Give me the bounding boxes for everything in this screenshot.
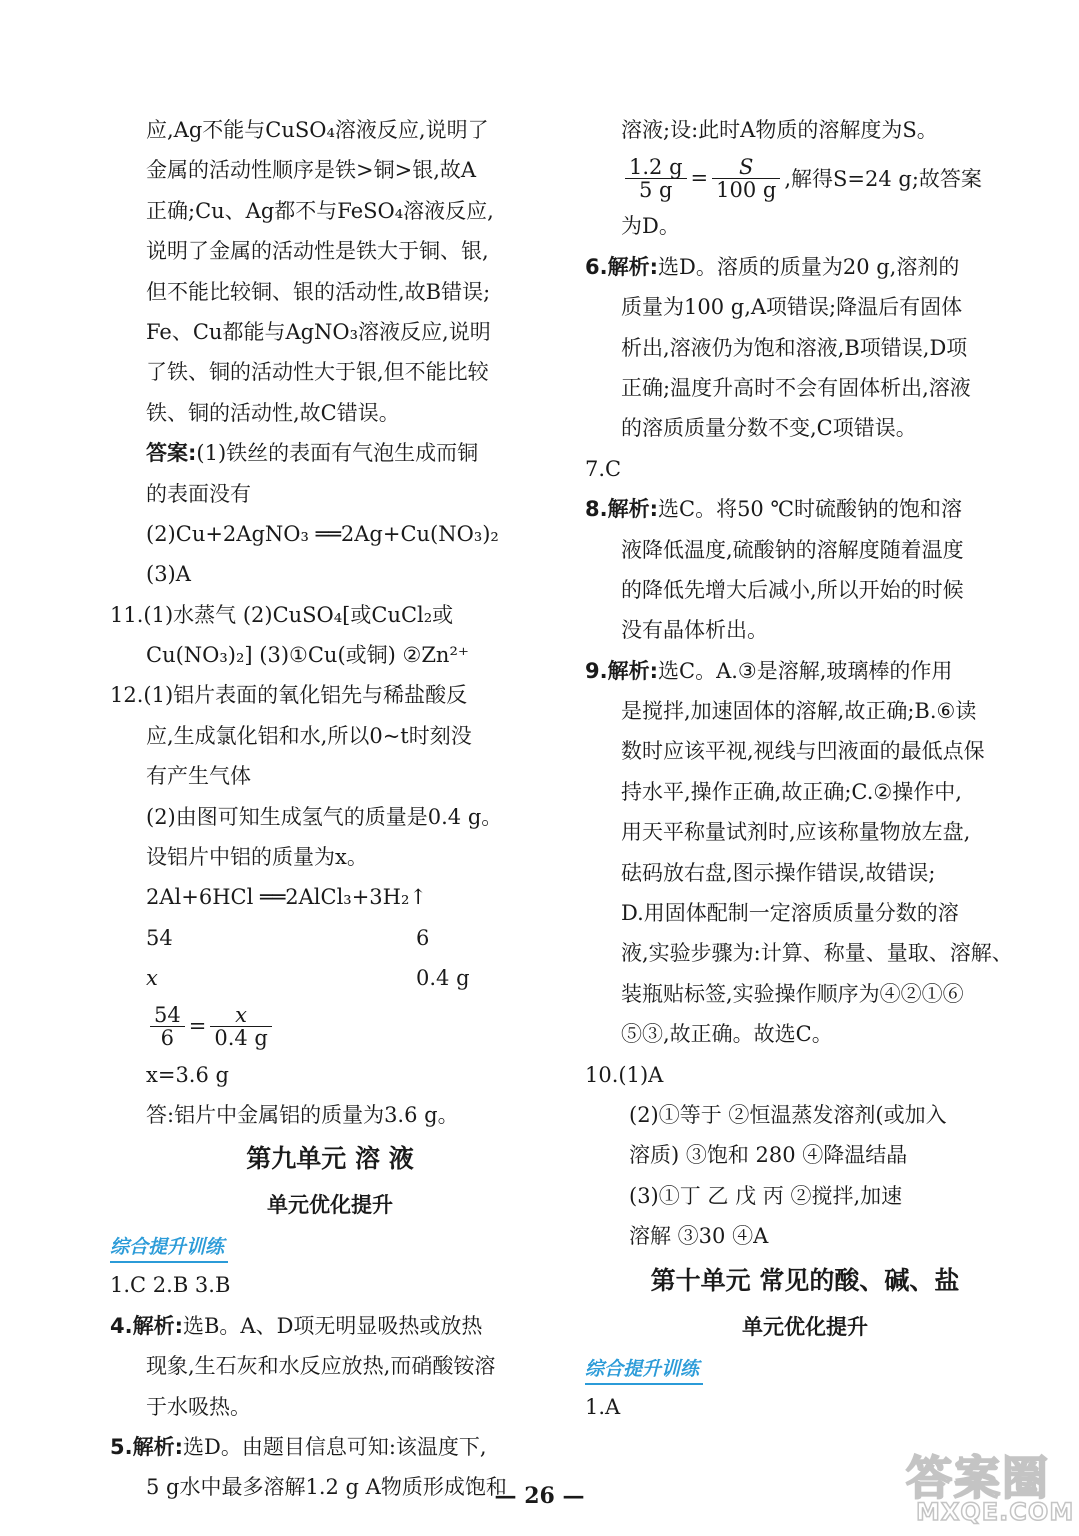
fraction bbox=[210, 1004, 272, 1049]
question-12: 12.(1)铝片表面的氧化铝先与稀盐酸反 bbox=[110, 683, 468, 708]
unit-subtitle: 单元优化提升 bbox=[742, 1314, 868, 1339]
unit-title: 第九单元 溶 液 bbox=[246, 1144, 414, 1174]
text-line: ⑤③,故正确。故选C。 bbox=[621, 1022, 833, 1047]
fraction-numerator: x bbox=[210, 1004, 272, 1027]
section-label bbox=[110, 1227, 550, 1265]
fraction-numerator: 1.2 g bbox=[625, 156, 687, 179]
text-line: Cu(NO₃)₂] (3)①Cu(或铜) ②Zn²⁺ bbox=[146, 643, 469, 668]
analysis-label: 9.解析: bbox=[585, 658, 658, 683]
ratio-row bbox=[110, 958, 550, 998]
analysis-text: 选C。将50 ℃时硫酸钠的饱和溶 bbox=[658, 497, 962, 522]
text-line: 正确;Cu、Ag都不与FeSO₄溶液反应, bbox=[146, 198, 494, 223]
text-line: 是搅拌,加速固体的溶解,故正确;B.⑥读 bbox=[621, 699, 977, 724]
text-line: 没有晶体析出。 bbox=[621, 618, 768, 643]
analysis-label: 8.解析: bbox=[585, 497, 658, 522]
text-line: 5 g水中最多溶解1.2 g A物质形成饱和 bbox=[146, 1475, 507, 1500]
analysis-label: 6.解析: bbox=[585, 254, 658, 279]
question-1: 1.A bbox=[585, 1394, 621, 1419]
analysis-text: 选D。由题目信息可知:该温度下, bbox=[183, 1434, 487, 1459]
text-line: (2)①等于 ②恒温蒸发溶剂(或加入 bbox=[629, 1102, 947, 1127]
fraction bbox=[712, 156, 780, 201]
right-column bbox=[585, 110, 1025, 1427]
analysis-label: 5.解析: bbox=[110, 1434, 183, 1459]
question-7: 7.C bbox=[585, 456, 622, 481]
text-line: D.用固体配制一定溶质质量分数的溶 bbox=[621, 901, 959, 926]
analysis-text: 选B。A、D项无明显吸热或放热 bbox=[183, 1313, 483, 1338]
text-line: 金属的活动性顺序是铁>铜>银,故A bbox=[146, 158, 477, 183]
watermark-logo bbox=[900, 1442, 1075, 1532]
question-11: 11.(1)水蒸气 (2)CuSO₄[或CuCl₂或 bbox=[110, 602, 454, 627]
text-line: Fe、Cu都能与AgNO₃溶液反应,说明 bbox=[146, 319, 491, 344]
fraction-numerator: 54 bbox=[150, 1004, 185, 1027]
question-8 bbox=[585, 489, 1025, 529]
equation-line: (2)Cu+2AgNO₃ ══2Ag+Cu(NO₃)₂ bbox=[146, 521, 499, 546]
text-line: 砝码放右盘,图示操作错误,故错误; bbox=[621, 860, 936, 885]
text-line: 现象,生石灰和水反应放热,而硝酸铵溶 bbox=[146, 1354, 496, 1379]
text-line: (3)A bbox=[146, 562, 191, 587]
question-10: 10.(1)A bbox=[585, 1062, 664, 1087]
fraction-denominator: 0.4 g bbox=[214, 1026, 268, 1051]
text-line: 质量为100 g,A项错误;降温后有固体 bbox=[621, 295, 963, 320]
page-number: — 26 — bbox=[494, 1483, 585, 1509]
answer-line bbox=[110, 433, 550, 473]
text-line: 析出,溶液仍为饱和溶液,B项错误,D项 bbox=[621, 335, 968, 360]
text-line: 正确;温度升高时不会有固体析出,溶液 bbox=[621, 375, 971, 400]
text-line: 液降低温度,硫酸钠的溶解度随着温度 bbox=[621, 537, 964, 562]
fraction-denominator: 5 g bbox=[639, 177, 673, 202]
section-label-text: 综合提升训练 bbox=[585, 1355, 703, 1385]
text-line: 装瓶贴标签,实验操作顺序为④②①⑥ bbox=[621, 981, 964, 1006]
text-line: 答:铝片中金属铝的质量为3.6 g。 bbox=[146, 1102, 459, 1127]
text-line: 溶质) ③饱和 280 ④降温结晶 bbox=[629, 1143, 908, 1168]
answer-text: (1)铁丝的表面有气泡生成而铜 bbox=[196, 441, 479, 466]
question-6 bbox=[585, 247, 1025, 287]
equation-line: 2Al+6HCl ══2AlCl₃+3H₂↑ bbox=[146, 885, 427, 910]
fraction bbox=[150, 1004, 185, 1049]
fraction-line: $\frac{1.2 g}{5 g}$ = $\frac{S}{100 g}$ ,解得S=24 g;故答案 bbox=[585, 150, 1025, 206]
text-line: x=3.6 g bbox=[146, 1062, 229, 1087]
answers-1-3: 1.C 2.B 3.B bbox=[110, 1273, 231, 1298]
question-4 bbox=[110, 1306, 550, 1346]
text-line: 铁、铜的活动性,故C错误。 bbox=[146, 400, 400, 425]
text-line: 溶解 ③30 ④A bbox=[629, 1224, 769, 1249]
unit-subtitle: 单元优化提升 bbox=[267, 1193, 393, 1218]
text-line: 说明了金属的活动性是铁大于铜、银, bbox=[146, 239, 489, 264]
text-line: 为D。 bbox=[621, 214, 680, 239]
text-line: 设铝片中铝的质量为x。 bbox=[146, 845, 368, 870]
text-line: 的降低先增大后减小,所以开始的时候 bbox=[621, 577, 964, 602]
text-line: 有产生气体 bbox=[146, 764, 251, 789]
text-line: (3)①丁 乙 戊 丙 ②搅拌,加速 bbox=[629, 1183, 903, 1208]
ratio-row bbox=[110, 918, 550, 958]
section-label-text: 综合提升训练 bbox=[110, 1233, 228, 1263]
unit-title: 第十单元 常见的酸、碱、盐 bbox=[650, 1265, 960, 1295]
text-line: 液,实验步骤为:计算、称量、量取、溶解、 bbox=[621, 941, 1013, 966]
text-line: ,解得S=24 g;故答案 bbox=[784, 167, 982, 192]
left-column bbox=[110, 110, 550, 1508]
analysis-text: 选D。溶质的质量为20 g,溶剂的 bbox=[658, 254, 960, 279]
fraction-denominator: 100 g bbox=[716, 177, 777, 202]
text-line: 溶液;设:此时A物质的溶解度为S。 bbox=[621, 118, 938, 142]
text-line: 应,生成氯化铝和水,所以0~t时刻没 bbox=[146, 723, 472, 748]
text-line: 持水平,操作正确,故正确;C.②操作中, bbox=[621, 779, 962, 804]
analysis-label: 4.解析: bbox=[110, 1313, 183, 1338]
question-5 bbox=[110, 1427, 550, 1467]
text-line: 应,Ag不能与CuSO₄溶液反应,说明了 bbox=[146, 118, 489, 142]
text-line: 的表面没有 bbox=[146, 481, 251, 506]
fraction-numerator: S bbox=[712, 156, 780, 179]
ratio-value: 0.4 g bbox=[416, 966, 470, 991]
answer-label: 答案: bbox=[146, 441, 197, 466]
text-line: 用天平称量试剂时,应该称量物放左盘, bbox=[621, 820, 971, 845]
fraction-line: $\frac{54}{6}$ = $\frac{x}{0.4 g}$ bbox=[110, 999, 550, 1055]
ratio-value: 6 bbox=[416, 925, 430, 950]
section-label bbox=[585, 1349, 1025, 1387]
fraction-denominator: 6 bbox=[160, 1026, 175, 1051]
text-line: 了铁、铜的活动性大于银,但不能比较 bbox=[146, 360, 489, 385]
question-9 bbox=[585, 651, 1025, 691]
text-line: 于水吸热。 bbox=[146, 1394, 251, 1419]
analysis-text: 选C。A.③是溶解,玻璃棒的作用 bbox=[658, 658, 953, 683]
text-line: 但不能比较铜、银的活动性,故B错误; bbox=[146, 279, 491, 304]
watermark-url: MXQE.COM bbox=[916, 1498, 1075, 1526]
text-line: 数时应该平视,视线与凹液面的最低点保 bbox=[621, 739, 985, 764]
text-line: (2)由图可知生成氢气的质量是0.4 g。 bbox=[146, 804, 503, 829]
ratio-value: 54 bbox=[146, 925, 173, 950]
ratio-value: x bbox=[146, 966, 158, 991]
fraction bbox=[625, 156, 687, 201]
text-line: 的溶质质量分数不变,C项错误。 bbox=[621, 416, 917, 441]
watermark-text: 答案圈 bbox=[906, 1451, 1050, 1505]
